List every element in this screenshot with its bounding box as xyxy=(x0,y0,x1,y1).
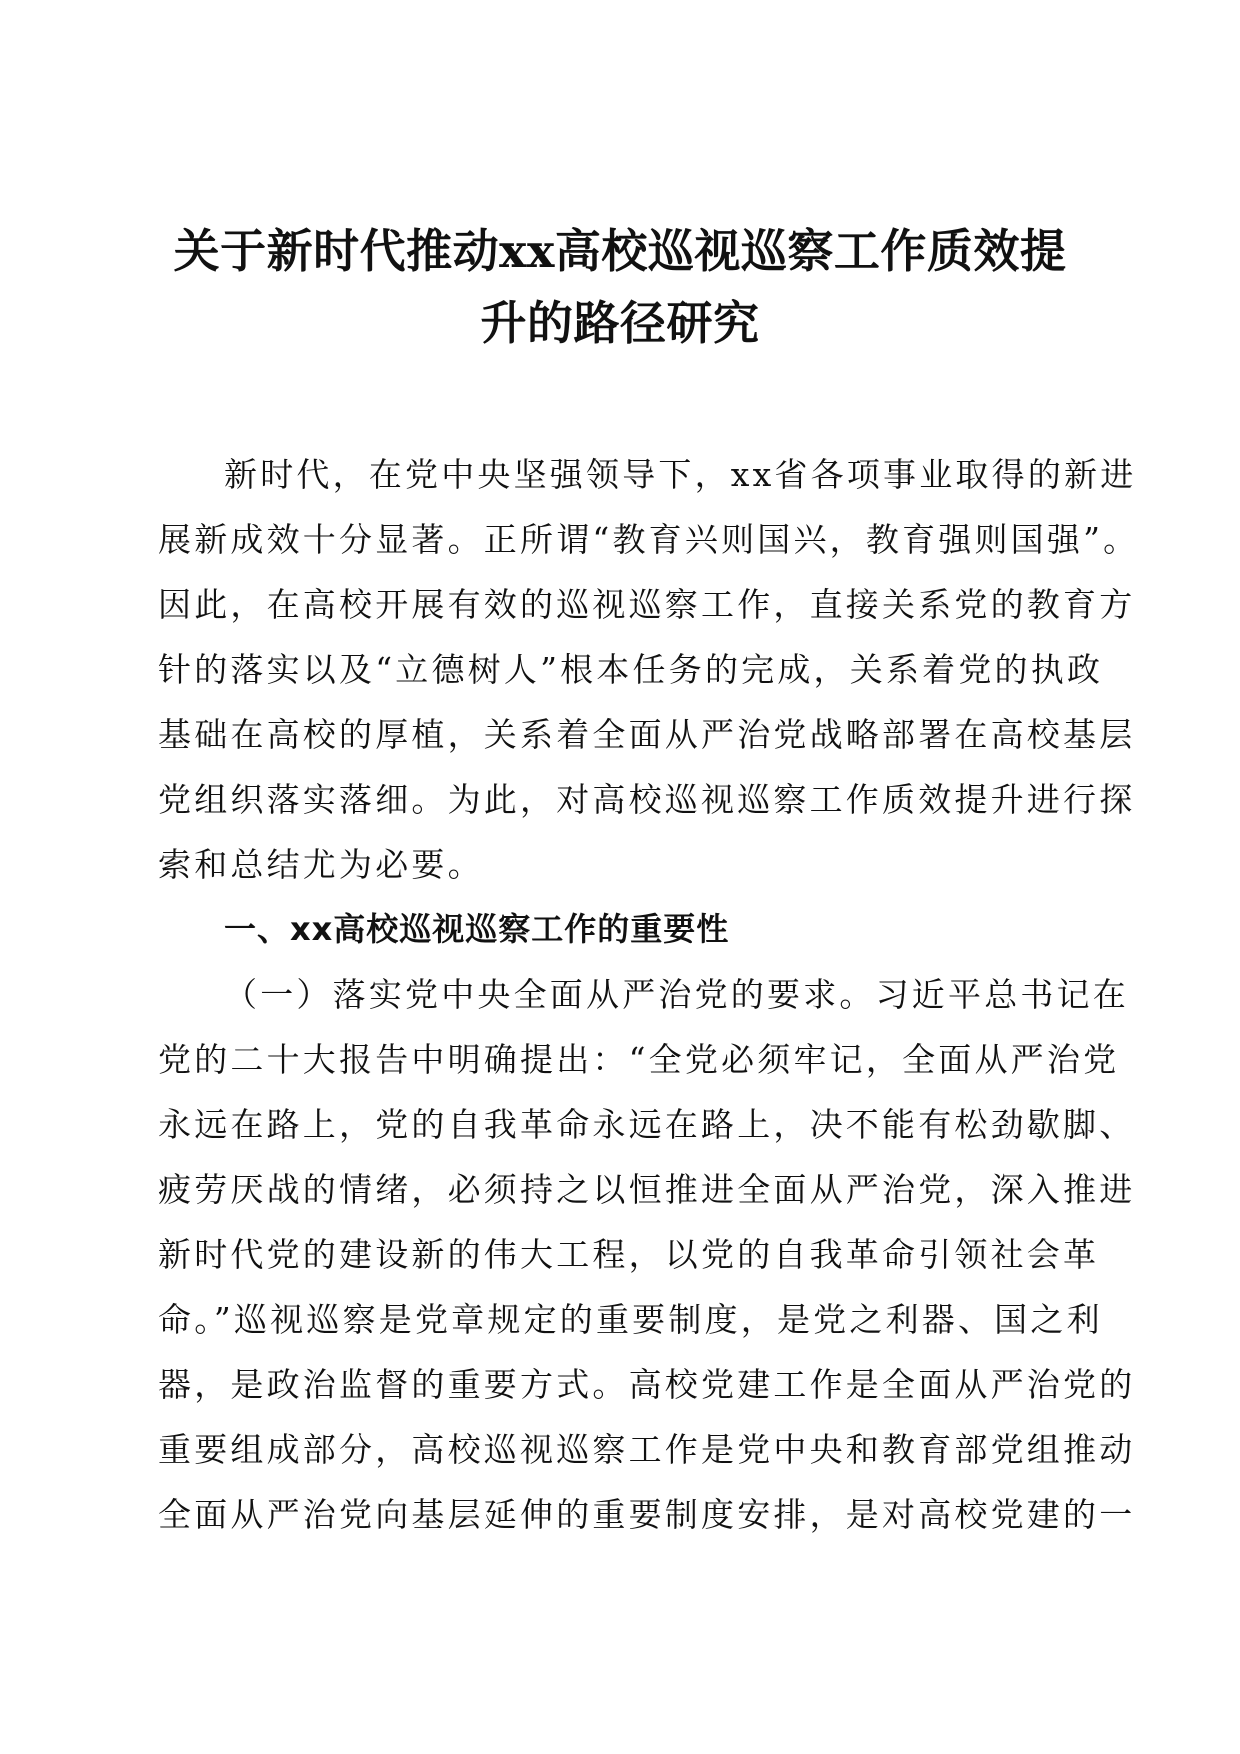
paragraph-line: 全面从严治党向基层延伸的重要制度安排，是对高校党建的一 xyxy=(158,1495,1136,1534)
title-line: 关于新时代推动xx高校巡视巡察工作质效提 xyxy=(173,224,1067,278)
paragraph-line: 重要组成部分，高校巡视巡察工作是党中央和教育部党组推动 xyxy=(158,1430,1136,1469)
paragraph-line: 疲劳厌战的情绪，必须持之以恒推进全面从严治党，深入推进 xyxy=(158,1170,1136,1209)
paragraph-line: 新时代，在党中央坚强领导下，xx省各项事业取得的新进 xyxy=(224,455,1137,494)
document-title xyxy=(140,215,1100,359)
section-heading: 一、xx高校巡视巡察工作的重要性 xyxy=(224,910,730,948)
paragraph-line: （一）落实党中央全面从严治党的要求。习近平总书记在 xyxy=(224,975,1129,1014)
paragraph-line: 因此，在高校开展有效的巡视巡察工作，直接关系党的教育方 xyxy=(158,585,1136,624)
title-line: 升的路径研究 xyxy=(480,296,760,350)
paragraph-line: 永远在路上，党的自我革命永远在路上，决不能有松劲歇脚、 xyxy=(158,1105,1136,1144)
paragraph-line: 索和总结尤为必要。 xyxy=(158,845,484,884)
paragraph-line: 针的落实以及“立德树人”根本任务的完成，关系着党的执政 xyxy=(158,650,1104,689)
paragraph-line: 展新成效十分显著。正所谓“教育兴则国兴，教育强则国强”。 xyxy=(158,520,1140,559)
paragraph-line: 基础在高校的厚植，关系着全面从严治党战略部署在高校基层 xyxy=(158,715,1136,754)
paragraph-line: 党组织落实落细。为此，对高校巡视巡察工作质效提升进行探 xyxy=(158,780,1136,819)
paragraph-line: 命。”巡视巡察是党章规定的重要制度，是党之利器、国之利 xyxy=(158,1300,1103,1339)
paragraph-line: 器，是政治监督的重要方式。高校党建工作是全面从严治党的 xyxy=(158,1365,1136,1404)
paragraph-line: 党的二十大报告中明确提出：“全党必须牢记，全面从严治党 xyxy=(158,1040,1120,1079)
document-body xyxy=(158,442,1140,1547)
paragraph-line: 新时代党的建设新的伟大工程，以党的自我革命引领社会革 xyxy=(158,1235,1100,1274)
